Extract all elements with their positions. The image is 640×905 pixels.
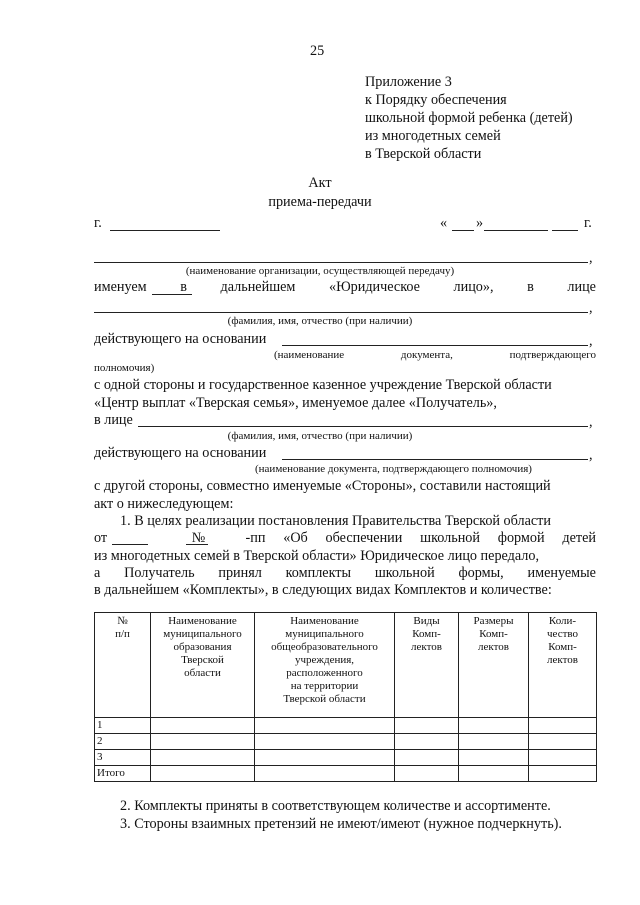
p1-line5: в дальнейшем «Комплекты», в следующих видах Комплектов и количестве:: [94, 582, 552, 598]
named-word: в: [527, 279, 534, 295]
table-cell[interactable]: [255, 718, 395, 734]
table-cell[interactable]: [151, 734, 255, 750]
p1-word: формой: [497, 530, 545, 546]
side2-line2: акт о нижеследующем:: [94, 496, 234, 512]
p1-word: детей: [562, 530, 596, 546]
acting-label-2: действующего на основании: [94, 445, 267, 461]
in-person-label: в лице: [94, 412, 133, 428]
p3: 3. Стороны взаимных претензий не имеют/имеют (нужное подчеркнуть).: [120, 816, 562, 832]
p1-line1: 1. В целях реализации постановления Правительства Тверской области: [120, 513, 551, 529]
appendix-line: к Порядку обеспечения: [365, 92, 507, 108]
page-number: 25: [310, 43, 325, 59]
table-cell[interactable]: [459, 750, 529, 766]
col-header-municipality: Наименование муниципального образования Тверской области: [151, 613, 255, 718]
table-cell[interactable]: [151, 750, 255, 766]
table-cell[interactable]: [395, 766, 459, 782]
row-total-label: Итого: [95, 766, 151, 782]
col-header-kit-sizes: Размеры Комп- лектов: [459, 613, 529, 718]
p1-line4: [94, 565, 596, 582]
table-row: [95, 734, 597, 750]
named-ending-blank[interactable]: [152, 294, 192, 295]
representative-blank-2[interactable]: [138, 426, 588, 427]
p1-word: принял: [218, 565, 262, 581]
p1-word: школьной: [420, 530, 480, 546]
date-open-quote: «: [440, 215, 448, 231]
caption-doc-1: [274, 349, 596, 361]
side2-line1: с другой стороны, совместно именуемые «Стороны», составили настоящий: [94, 478, 551, 494]
p1-word: обеспечении: [325, 530, 403, 546]
caption-doc-cont: полномочия): [94, 362, 155, 374]
basis-blank-2[interactable]: [282, 459, 588, 460]
acting-label-1: действующего на основании: [94, 331, 267, 347]
caption-organization: (наименование организации, осуществляющей передачу): [185, 265, 455, 277]
organization-blank[interactable]: [94, 262, 588, 263]
p1-word: а: [94, 565, 101, 581]
named-word: в: [180, 279, 187, 295]
date-close-quote: »: [476, 215, 484, 231]
p1-word: Получатель: [124, 565, 195, 581]
doc-title: Акт: [308, 175, 332, 191]
table-cell[interactable]: [395, 734, 459, 750]
caption-word: подтверждающего: [509, 349, 596, 361]
appendix-line: Приложение 3: [365, 74, 452, 90]
table-header-row: [95, 613, 597, 718]
table-cell[interactable]: [459, 718, 529, 734]
appendix-line: из многодетных семей: [365, 128, 501, 144]
city-blank[interactable]: [110, 230, 220, 231]
caption-fio-2: (фамилия, имя, отчество (при наличии): [227, 430, 413, 442]
p1-word: формы,: [458, 565, 504, 581]
kits-table: [94, 612, 597, 782]
basis-blank-1[interactable]: [282, 345, 588, 346]
named-word: дальнейшем: [220, 279, 296, 295]
p1-line2: [94, 530, 596, 547]
row-number: 2: [95, 734, 151, 750]
table-cell[interactable]: [529, 734, 597, 750]
side1-line1: с одной стороны и государственное казенное учреждение Тверской области: [94, 377, 552, 393]
representative-blank[interactable]: [94, 312, 588, 313]
named-word: «Юридическое: [328, 279, 420, 295]
table-cell[interactable]: [255, 734, 395, 750]
table-row-total: [95, 766, 597, 782]
row-number: 3: [95, 750, 151, 766]
table-cell[interactable]: [151, 718, 255, 734]
table-cell[interactable]: [529, 750, 597, 766]
col-header-school: Наименование муниципального общеобразовательного учреждения, расположенного на территории Тверской области: [255, 613, 395, 718]
p1-word: №: [191, 530, 206, 546]
caption-doc-2: (наименование документа, подтверждающего полномочия): [255, 463, 532, 475]
caption-fio-1: (фамилия, имя, отчество (при наличии): [227, 315, 413, 327]
table-cell[interactable]: [459, 766, 529, 782]
p1-word: «Об: [283, 530, 308, 546]
table-cell[interactable]: [529, 766, 597, 782]
decree-number-blank[interactable]: [186, 544, 208, 545]
caption-word: (наименование: [274, 349, 345, 361]
caption-word: документа,: [400, 349, 453, 361]
city-label: г.: [94, 215, 102, 231]
year-label: г.: [584, 215, 592, 231]
table-cell[interactable]: [395, 750, 459, 766]
col-header-kit-quantity: Коли- чество Комп- лектов: [529, 613, 597, 718]
table-row: [95, 718, 597, 734]
p1-word: школьной: [374, 565, 435, 581]
named-word: лицо»,: [453, 279, 494, 295]
p1-word: именуемые: [527, 565, 596, 581]
appendix-line: школьной формой ребенка (детей): [365, 110, 573, 126]
doc-subtitle: приема-передачи: [268, 194, 372, 210]
named-word: лице: [567, 279, 596, 295]
date-year-blank[interactable]: [552, 230, 578, 231]
date-month-blank[interactable]: [484, 230, 548, 231]
table-cell[interactable]: [395, 718, 459, 734]
p1-word: -пп: [245, 530, 266, 546]
appendix-line: в Тверской области: [365, 146, 482, 162]
table-row: [95, 750, 597, 766]
table-cell[interactable]: [151, 766, 255, 782]
table-cell[interactable]: [459, 734, 529, 750]
table-cell[interactable]: [529, 718, 597, 734]
p2: 2. Комплекты приняты в соответствующем количестве и ассортименте.: [120, 798, 551, 814]
side1-line2: «Центр выплат «Тверская семья», именуемое далее «Получатель»,: [94, 395, 497, 411]
decree-date-blank[interactable]: [112, 544, 148, 545]
named-word: именуем: [94, 279, 147, 295]
date-day-blank[interactable]: [452, 230, 474, 231]
p1-word: от: [94, 530, 108, 546]
row-number: 1: [95, 718, 151, 734]
p1-word: комплекты: [285, 565, 352, 581]
table-cell[interactable]: [255, 766, 395, 782]
col-header-number: № п/п: [95, 613, 151, 718]
col-header-kit-types: Виды Комп- лектов: [395, 613, 459, 718]
table-cell[interactable]: [255, 750, 395, 766]
p1-line3: из многодетных семей в Тверской области» Юридическое лицо передало,: [94, 548, 540, 564]
